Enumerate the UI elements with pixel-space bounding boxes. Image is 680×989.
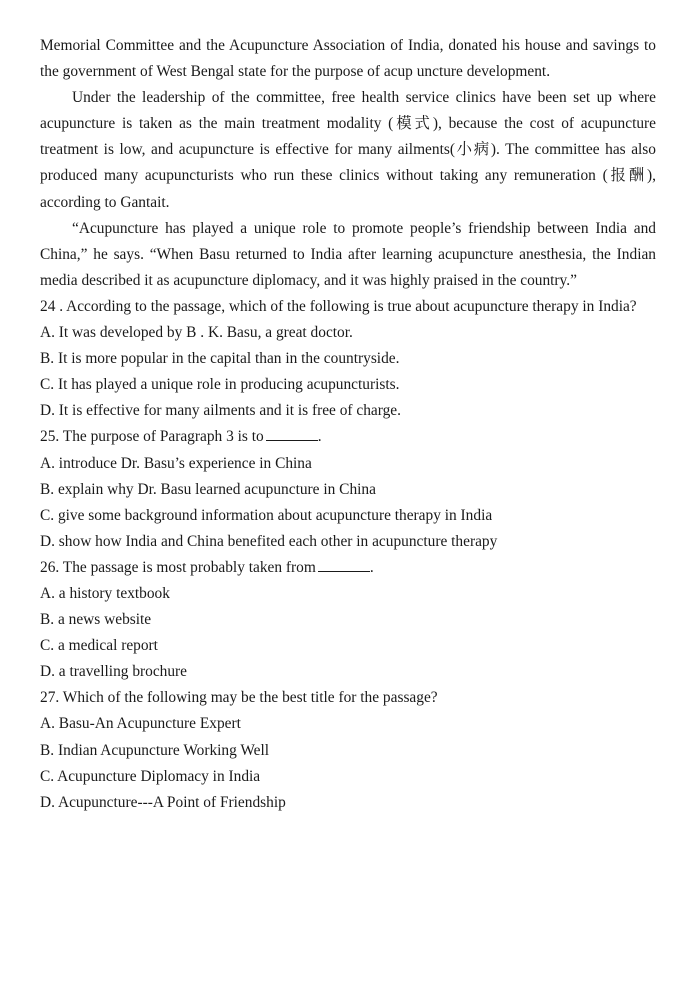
answer-blank [266,426,318,441]
option-b: B. It is more popular in the capital than in the countryside. [40,350,400,368]
question-26 [40,555,656,685]
question-stem-text: 26. The passage is most probably taken from [40,558,316,576]
option-c: C. Acupuncture Diplomacy in India [40,767,261,785]
option-d: D. show how India and China benefited each other in acupuncture therapy [40,532,498,550]
option-d: D. a travelling brochure [40,663,188,681]
option-a: A. It was developed by B . K. Basu, a great doctor. [40,324,353,342]
question-24 [40,294,656,424]
option-d: D. It is effective for many ailments and it is free of charge. [40,402,401,420]
answer-blank [318,557,370,572]
question-stem: 27. Which of the following may be the best title for the passage? [40,689,438,707]
question-stem: 24 . According to the passage, which of the following is true about acupuncture therapy in India? [40,297,637,315]
question-27 [40,685,656,815]
question-stem: 25. The purpose of Paragraph 3 is to . [40,428,322,446]
option-a: A. Basu-An Acupuncture Expert [40,715,241,733]
option-a: A. a history textbook [40,584,170,602]
passage-paragraph-1: Memorial Committee and the Acupuncture Association of India, donated his house and savings to the government of West Bengal state for the purpose of acup uncture development. [40,37,656,81]
question-stem: 26. The passage is most probably taken from . [40,558,374,576]
option-a: A. introduce Dr. Basu’s experience in China [40,454,312,472]
option-b: B. a news website [40,611,152,629]
option-c: C. give some background information about acupuncture therapy in India [40,506,493,524]
question-stem-text: 25. The purpose of Paragraph 3 is to [40,428,264,446]
passage-paragraph-2: Under the leadership of the committee, free health service clinics have been set up where acupuncture is taken as the main treatment modality (模式), because the cost of acupuncture treatment is low, and acupuncture is effective for many ailments(小病). The committee has also produced many acupuncturists who run these clinics without taking any remuneration (报酬), according to Gantait. [40,89,656,211]
option-d: D. Acupuncture---A Point of Friendship [40,793,286,811]
option-c: C. a medical report [40,637,158,655]
option-b: B. Indian Acupuncture Working Well [40,741,270,759]
option-c: C. It has played a unique role in producing acupuncturists. [40,376,400,394]
option-b: B. explain why Dr. Basu learned acupuncture in China [40,480,376,498]
question-25 [40,424,656,554]
passage-paragraph-3: “Acupuncture has played a unique role to promote people’s friendship between India and China,” he says. “When Basu returned to India after learning acupuncture anesthesia, the Indian media described it as acupuncture diplomacy, and it was highly praised in the country.” [40,219,656,289]
